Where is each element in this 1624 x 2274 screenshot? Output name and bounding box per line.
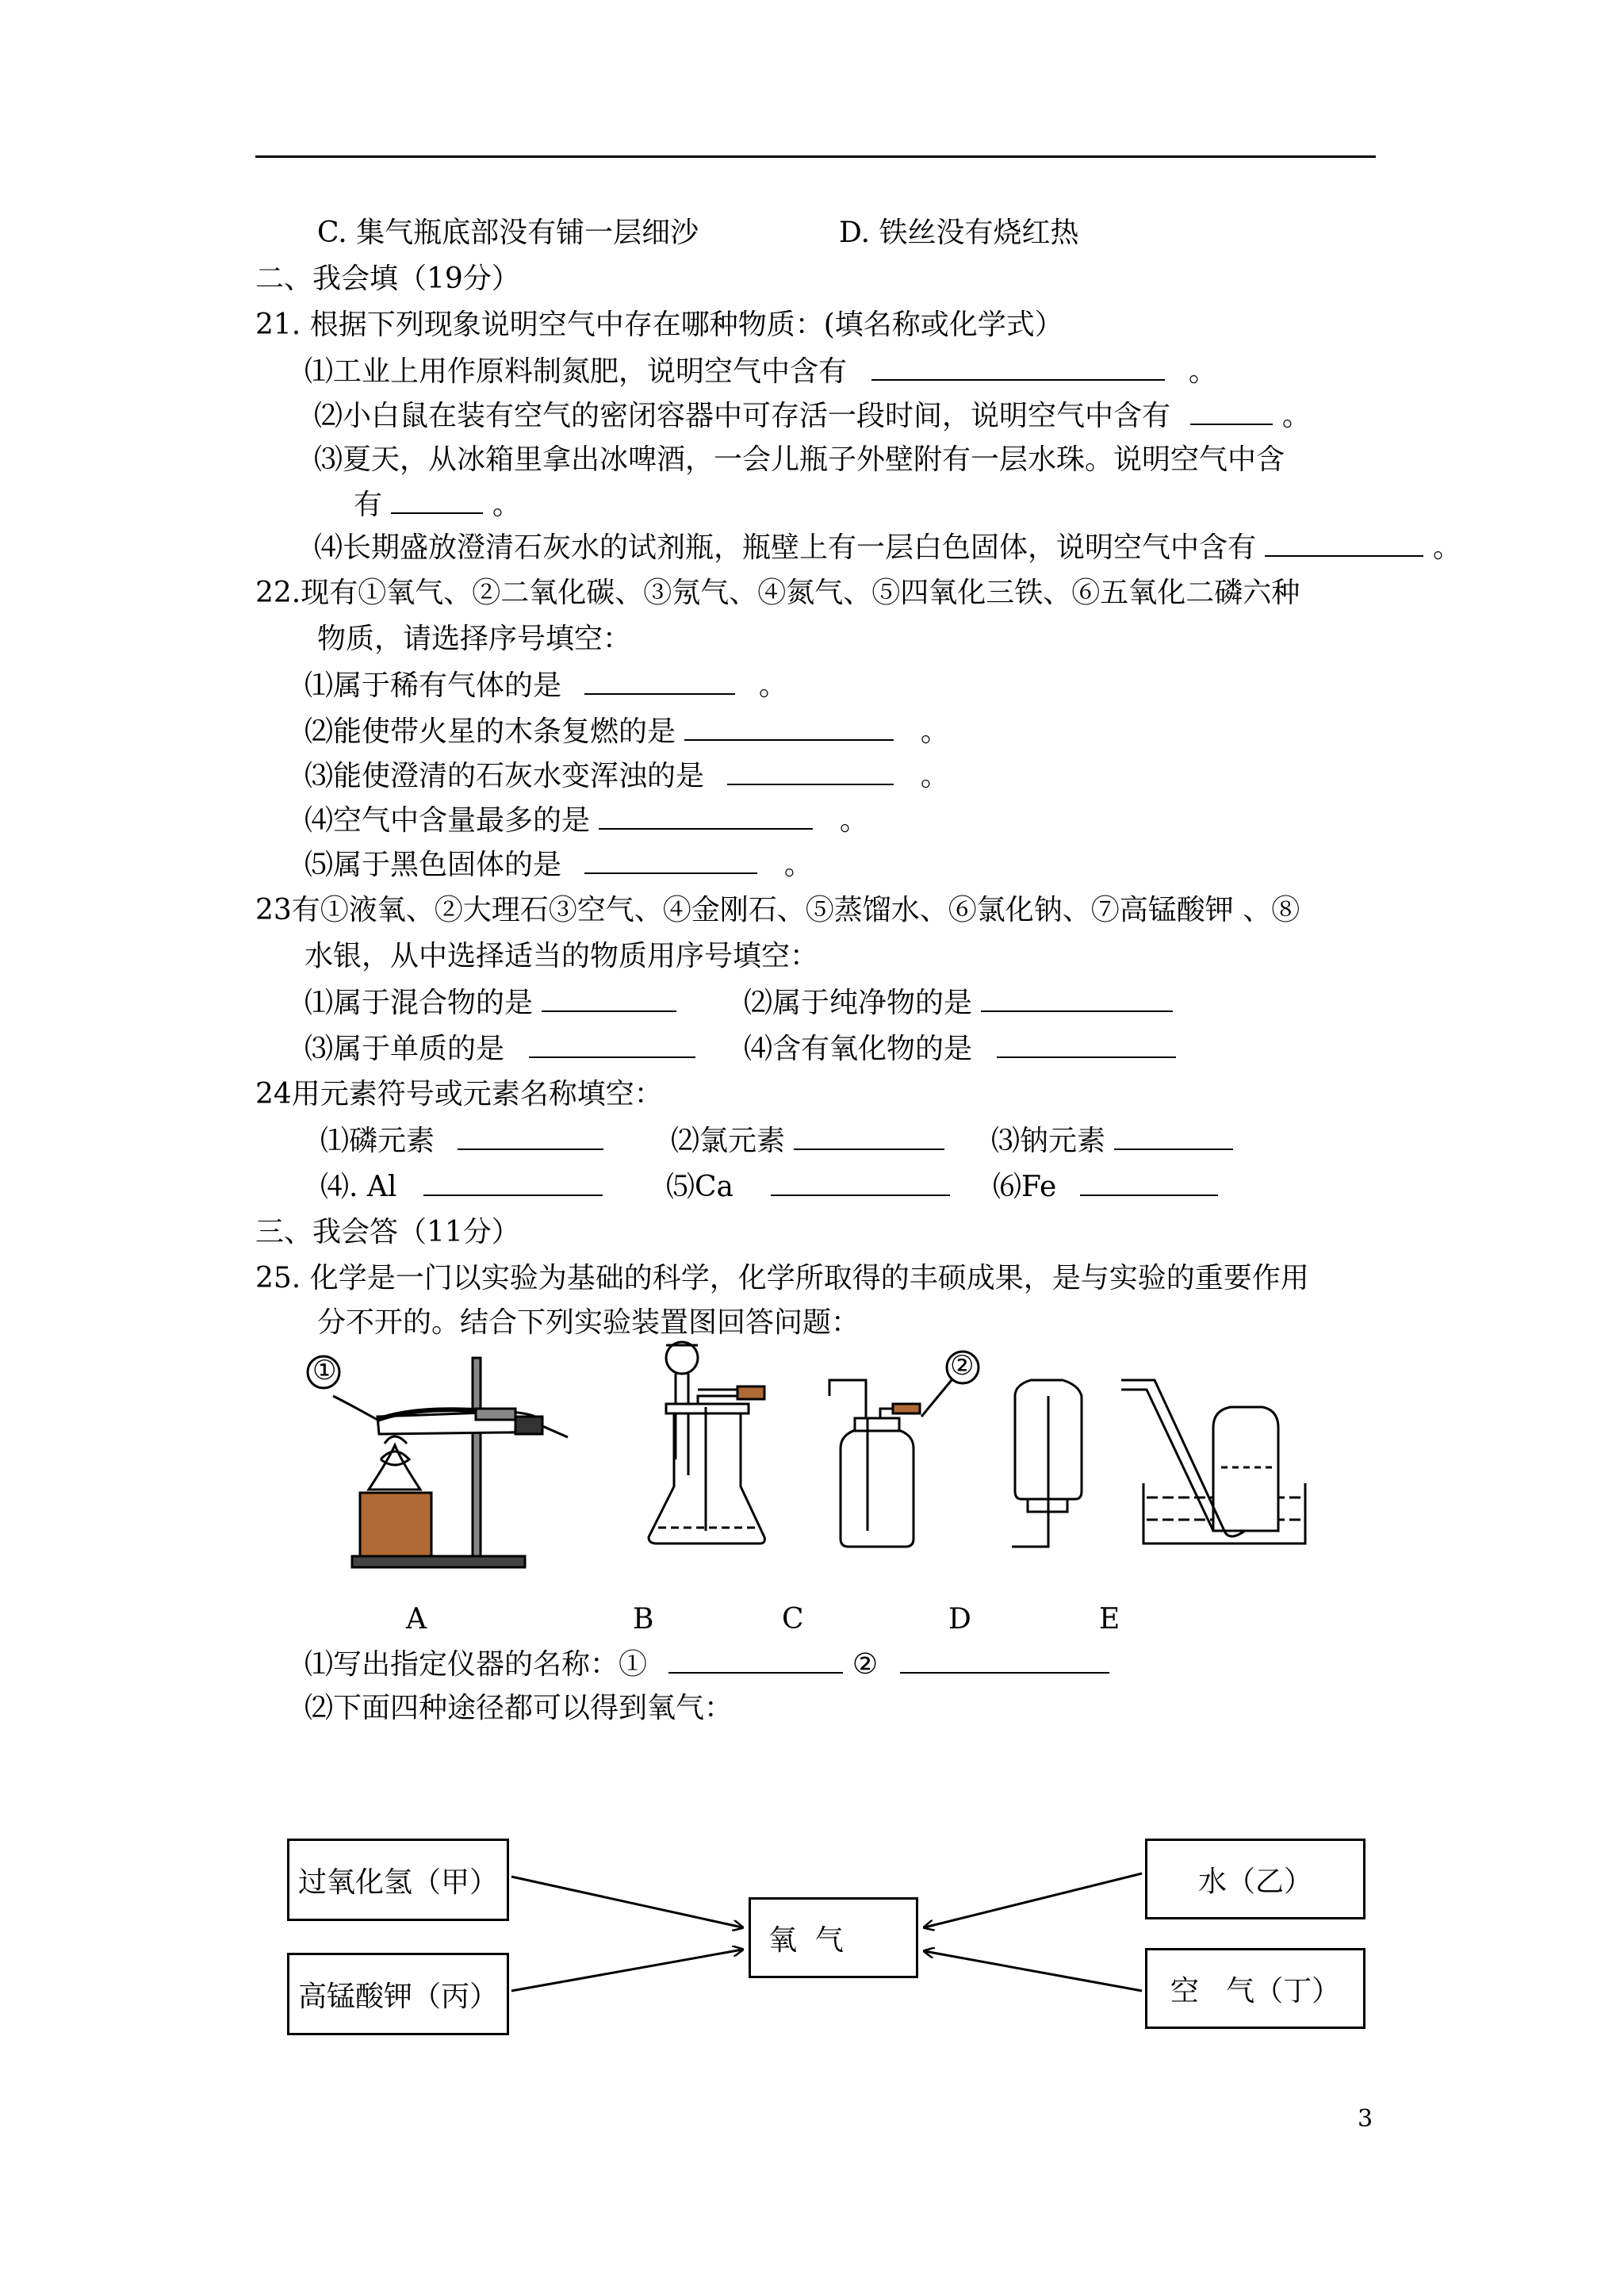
q22-p3-text: ⑶能使澄清的石灰水变浑浊的是 <box>304 760 705 792</box>
label-d: D <box>948 1603 971 1636</box>
marker-1: ① <box>312 1355 337 1386</box>
q24-p1-text: ⑴磷元素 <box>320 1125 435 1157</box>
q25-part-2: ⑵下面四种途径都可以得到氧气： <box>304 1692 733 1724</box>
q21-p4-text: ⑷长期盛放澄清石灰水的试剂瓶，瓶壁上有一层白色固体，说明空气中含有 <box>314 531 1257 564</box>
q24-p4-text: ⑷. Al <box>320 1171 397 1203</box>
q20-option-c: C. 集气瓶底部没有铺一层细沙 <box>317 217 699 249</box>
q25-part-1 <box>304 1645 1109 1684</box>
q24-p2-text: ⑵氯元素 <box>671 1125 786 1157</box>
q22-p4-text: ⑷空气中含量最多的是 <box>304 804 591 837</box>
q22-p5-text: ⑸属于黑色固体的是 <box>304 849 562 881</box>
q21-p3-text: 有 <box>354 489 383 521</box>
period: 。 <box>839 804 868 837</box>
q25-p1-mid: ② <box>852 1648 879 1681</box>
box-hydrogen-peroxide <box>287 1839 509 1921</box>
label-a: A <box>406 1603 427 1636</box>
q22-stem-line-2: 物质，请选择序号填空： <box>317 623 632 655</box>
apparatus-b <box>649 1342 764 1543</box>
box-label: 过氧化氢（甲） <box>297 1866 498 1899</box>
box-label: 高锰酸钾（丙） <box>297 1980 498 2013</box>
q24-p3-text: ⑶钠元素 <box>991 1125 1106 1157</box>
q25-stem-line-2: 分不开的。结合下列实验装置图回答问题： <box>317 1306 860 1339</box>
q22-p2-text: ⑵能使带火星的木条复燃的是 <box>304 715 676 748</box>
box-potassium-permanganate <box>287 1953 509 2035</box>
q22-stem-line-1: 22.现有①氧气、②二氧化碳、③氖气、④氮气、⑤四氧化三铁、⑥五氧化二磷六种 <box>255 577 1300 609</box>
label-e: E <box>1099 1603 1120 1636</box>
q23-p3-text: ⑶属于单质的是 <box>304 1033 505 1065</box>
q21-p1-text: ⑴工业上用作原料制氮肥，说明空气中含有 <box>304 355 848 388</box>
page-number: 3 <box>1358 2105 1373 2133</box>
q23-stem-line-1: 23有①液氧、②大理石③空气、④金刚石、⑤蒸馏水、⑥氯化钠、⑦高锰酸钾 、⑧ <box>255 894 1300 926</box>
q21-part-3-line-1: ⑶夏天，从冰箱里拿出冰啤酒，一会儿瓶子外壁附有一层水珠。说明空气中含 <box>314 443 1285 476</box>
q24-p5-text: ⑸Ca <box>666 1171 734 1203</box>
box-water <box>1145 1839 1365 1919</box>
period: 。 <box>920 715 949 748</box>
apparatus-e <box>1121 1380 1305 1543</box>
box-label: 氧 气 <box>768 1923 844 1957</box>
q24-stem: 24用元素符号或元素名称填空： <box>255 1078 663 1110</box>
period: 。 <box>1432 531 1461 564</box>
marker-2: ② <box>950 1350 975 1382</box>
answer-blank[interactable] <box>668 1645 843 1674</box>
q25-p1-text: ⑴写出指定仪器的名称：① <box>304 1648 648 1681</box>
q23-p4-text: ⑷含有氧化物的是 <box>744 1033 973 1065</box>
label-b: B <box>633 1603 654 1636</box>
q21-p2-text: ⑵小白鼠在装有空气的密闭容器中可存活一段时间，说明空气中含有 <box>314 400 1171 432</box>
section-3-heading: 三、我会答（11分） <box>255 1216 520 1248</box>
period: 。 <box>920 760 949 792</box>
period: 。 <box>758 669 787 702</box>
apparatus-d <box>1012 1380 1082 1547</box>
period: 。 <box>1188 355 1217 388</box>
q22-p1-text: ⑴属于稀有气体的是 <box>304 669 562 702</box>
q21-stem: 21. 根据下列现象说明空气中存在哪种物质：(填名称或化学式） <box>255 309 1063 341</box>
q23-p1-text: ⑴属于混合物的是 <box>304 987 534 1019</box>
q23-p2-text: ⑵属于纯净物的是 <box>744 987 973 1019</box>
q25-stem-line-1: 25. 化学是一门以实验为基础的科学，化学所取得的丰硕成果，是与实验的重要作用 <box>255 1262 1309 1294</box>
box-oxygen <box>749 1897 918 1978</box>
apparatus-a <box>308 1356 568 1567</box>
box-label: 水（乙） <box>1197 1865 1312 1898</box>
box-air <box>1145 1948 1365 2029</box>
period: 。 <box>783 849 813 881</box>
section-2-heading: 二、我会填（19分） <box>255 263 520 295</box>
label-c: C <box>782 1603 804 1636</box>
q24-p6-text: ⑹Fe <box>993 1171 1057 1203</box>
period: 。 <box>1281 400 1311 432</box>
box-label: 空 气（丁） <box>1170 1974 1341 2007</box>
period: 。 <box>492 489 521 521</box>
answer-blank[interactable] <box>900 1645 1109 1674</box>
q23-stem-line-2: 水银，从中选择适当的物质用序号填空： <box>304 940 819 972</box>
q20-option-d: D. 铁丝没有烧红热 <box>839 217 1079 249</box>
